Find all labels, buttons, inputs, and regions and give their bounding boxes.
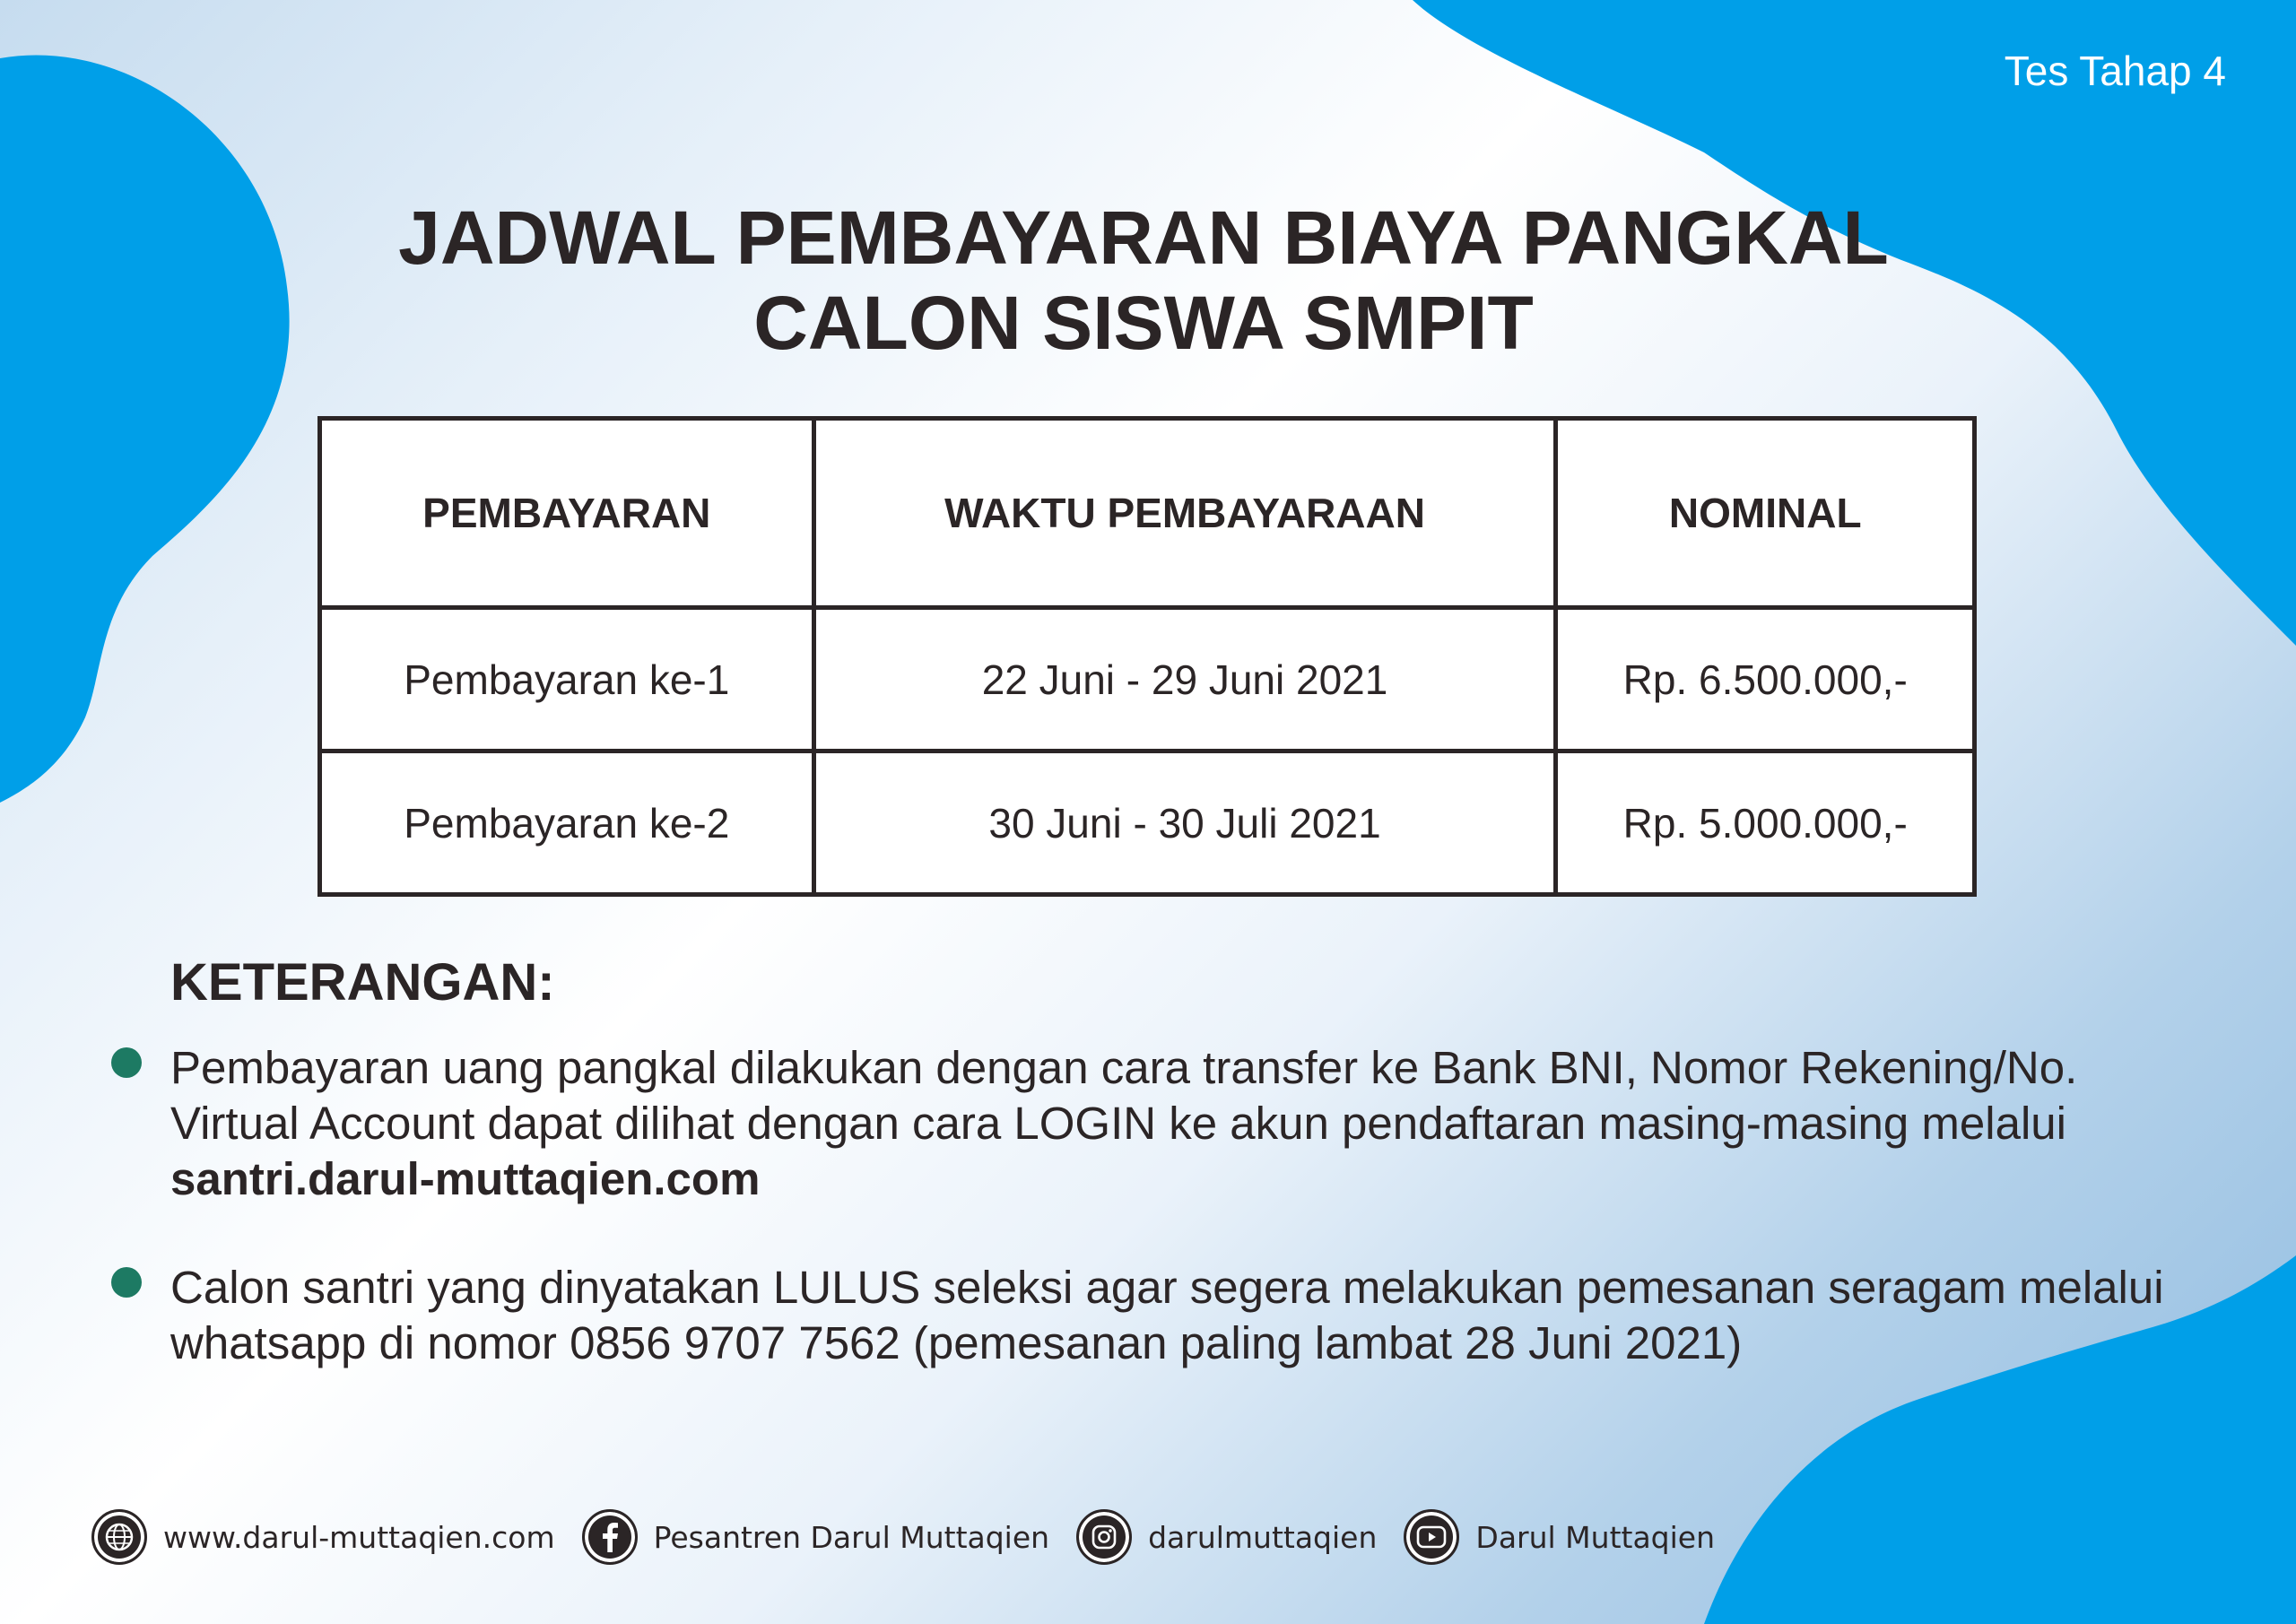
- facebook-text: Pesantren Darul Muttaqien: [653, 1519, 1050, 1555]
- cell-waktu: 22 Juni - 29 Juni 2021: [813, 608, 1556, 751]
- instagram-text: darulmuttaqien: [1148, 1519, 1378, 1555]
- table-row: [320, 608, 1975, 751]
- footer-instagram: [1076, 1509, 1377, 1565]
- stage-label: Tes Tahap 4: [2004, 48, 2226, 94]
- header-nominal: NOMINAL: [1556, 419, 1975, 608]
- bullet-dot-icon: [111, 1047, 142, 1078]
- note-uniform: Calon santri yang dinyatakan LULUS seleksi agar segera melakukan pemesanan seragam melalui whatsapp di nomor 0856 9707 7562 (pemesanan paling lambat 28 Juni 2021): [170, 1262, 2164, 1368]
- footer-contacts: [91, 1508, 1742, 1566]
- title-line-2: CALON SISWA SMPIT: [753, 281, 1534, 365]
- youtube-icon: [1404, 1509, 1459, 1565]
- payment-schedule-table: [317, 416, 1977, 897]
- table-header-row: [320, 419, 1975, 608]
- youtube-text: Darul Muttaqien: [1475, 1519, 1716, 1555]
- cell-nominal: Rp. 6.500.000,-: [1556, 608, 1975, 751]
- facebook-icon: [582, 1509, 638, 1565]
- cell-waktu: 30 Juni - 30 Juli 2021: [813, 751, 1556, 895]
- footer-youtube: [1404, 1509, 1715, 1565]
- bullet-dot-icon: [111, 1267, 142, 1298]
- globe-icon: [91, 1509, 147, 1565]
- registration-site-link: santri.darul-muttaqien.com: [170, 1153, 761, 1204]
- website-text: www.darul-muttaqien.com: [163, 1519, 555, 1555]
- cell-pembayaran: Pembayaran ke-1: [320, 608, 814, 751]
- footer-website: [91, 1509, 555, 1565]
- instagram-icon: [1076, 1509, 1132, 1565]
- cell-nominal: Rp. 5.000.000,-: [1556, 751, 1975, 895]
- left-blue-blob: [0, 55, 290, 803]
- page-title: [0, 195, 2292, 366]
- title-line-1: JADWAL PEMBAYARAN BIAYA PANGKAL: [398, 195, 1889, 280]
- cell-pembayaran: Pembayaran ke-2: [320, 751, 814, 895]
- table-row: [320, 751, 1975, 895]
- header-pembayaran: PEMBAYARAN: [320, 419, 814, 608]
- note-payment-text: Pembayaran uang pangkal dilakukan dengan cara transfer ke Bank BNI, Nomor Rekening/No. Virtual Account dapat dilihat dengan cara LOGIN ke akun pendaftaran masing-masing melalui: [170, 1042, 2078, 1149]
- footer-facebook: [582, 1509, 1049, 1565]
- header-waktu: WAKTU PEMBAYARAAN: [813, 419, 1556, 608]
- note-payment: [170, 1040, 2188, 1207]
- keterangan-heading: KETERANGAN:: [170, 953, 555, 1012]
